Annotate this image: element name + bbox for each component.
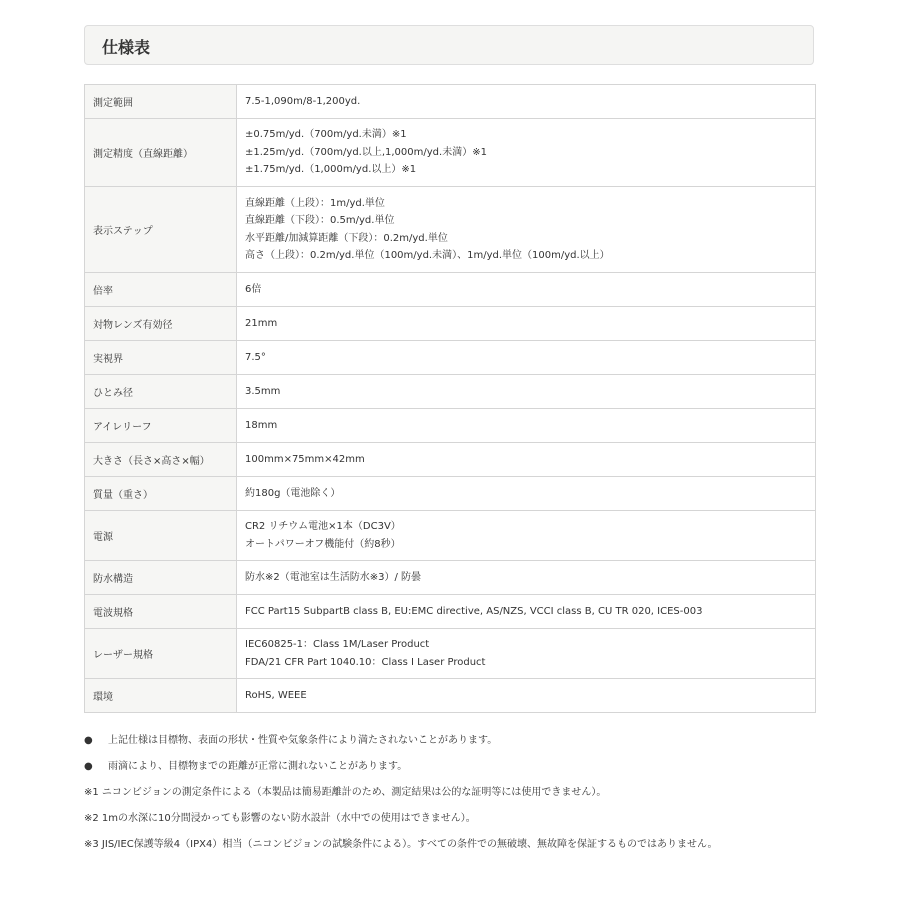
note-item [84, 759, 864, 785]
note-text: ※1 ニコンビジョンの測定条件による（本製品は簡易距離計のため、測定結果は公的な証明等には使用できません）。 [84, 787, 607, 798]
spec-label: 質量（重さ） [85, 477, 237, 511]
spec-label: 倍率 [85, 273, 237, 307]
note-text: 雨滴により、目標物までの距離が正常に測れないことがあります。 [108, 761, 408, 772]
spec-row [85, 119, 816, 187]
spec-value-line: 18mm [245, 419, 278, 431]
spec-value-line: 直線距離（上段）：1m/yd.単位 [245, 197, 385, 209]
spec-value-line: ±1.25m/yd.（700m/yd.以上,1,000m/yd.未満）※1 [245, 146, 487, 158]
note-item [84, 837, 864, 863]
spec-row [85, 561, 816, 595]
spec-value-line: 6倍 [245, 283, 262, 295]
spec-value-line: 防水※2（電池室は生活防水※3）/ 防曇 [245, 571, 422, 583]
spec-value-line: オートパワーオフ機能付（約8秒） [245, 538, 401, 550]
spec-value-line: 3.5mm [245, 385, 281, 397]
spec-label: 実視界 [85, 341, 237, 375]
spec-row [85, 307, 816, 341]
notes-list [84, 733, 864, 863]
spec-table [84, 84, 816, 713]
note-text: ※3 JIS/IEC保護等級4（IPX4）相当（ニコンビジョンの試験条件による）。すべての条件での無破壊、無故障を保証するものではありません。 [84, 839, 718, 850]
spec-label: 測定精度（直線距離） [85, 119, 237, 187]
spec-row [85, 511, 816, 561]
spec-value-line: IEC60825-1：Class 1M/Laser Product [245, 639, 430, 650]
spec-value-line: 21mm [245, 317, 278, 329]
spec-value-line: 直線距離（下段）：0.5m/yd.単位 [245, 215, 395, 226]
spec-value [237, 595, 816, 629]
spec-row [85, 595, 816, 629]
spec-value-line: 水平距離/加減算距離（下段）：0.2m/yd.単位 [245, 232, 448, 244]
spec-value-line: FCC Part15 SubpartB class B, EU:EMC directive, AS/NZS, VCCI class B, CU TR 020, ICES-003 [245, 605, 703, 617]
spec-value-line: RoHS, WEEE [245, 689, 307, 701]
spec-label: レーザー規格 [85, 629, 237, 679]
bullet-icon: ● [84, 735, 93, 746]
spec-row [85, 273, 816, 307]
spec-row [85, 341, 816, 375]
spec-value [237, 375, 816, 409]
spec-row [85, 375, 816, 409]
spec-row [85, 629, 816, 679]
spec-value [237, 307, 816, 341]
spec-value [237, 477, 816, 511]
spec-label: アイレリーフ [85, 409, 237, 443]
spec-value [237, 85, 816, 119]
spec-label: 電源 [85, 511, 237, 561]
spec-value [237, 273, 816, 307]
spec-row [85, 679, 816, 713]
spec-title-box [84, 25, 814, 65]
spec-row [85, 443, 816, 477]
spec-label: 対物レンズ有効径 [85, 307, 237, 341]
spec-value [237, 561, 816, 595]
spec-value-line: FDA/21 CFR Part 1040.10：Class I Laser Product [245, 656, 486, 668]
spec-value-line: 約180g（電池除く） [245, 487, 341, 499]
spec-label: 測定範囲 [85, 85, 237, 119]
spec-row [85, 187, 816, 273]
spec-value-line: 高さ（上段）：0.2m/yd.単位（100m/yd.未満）、1m/yd.単位（100m/yd.以上） [245, 250, 610, 261]
spec-value [237, 119, 816, 187]
note-item [84, 785, 864, 811]
spec-value [237, 629, 816, 679]
spec-value [237, 341, 816, 375]
spec-label: 環境 [85, 679, 237, 713]
spec-row [85, 85, 816, 119]
spec-value-line: 100mm×75mm×42mm [245, 453, 365, 465]
spec-label: 電波規格 [85, 595, 237, 629]
spec-value [237, 443, 816, 477]
note-item [84, 811, 864, 837]
page-title: 仕様表 [102, 38, 151, 57]
spec-value-line: ±1.75m/yd.（1,000m/yd.以上）※1 [245, 164, 417, 176]
note-text: ※2 1mの水深に10分間浸かっても影響のない防水設計（水中での使用はできません）。 [84, 813, 476, 824]
spec-value-line: 7.5-1,090m/8-1,200yd. [245, 95, 361, 107]
spec-value-line: CR2 リチウム電池×1本（DC3V） [245, 521, 401, 532]
note-item [84, 733, 864, 759]
spec-label: ひとみ径 [85, 375, 237, 409]
note-text: 上記仕様は目標物、表面の形状・性質や気象条件により満たされないことがあります。 [108, 735, 498, 746]
bullet-icon: ● [84, 761, 93, 772]
spec-value [237, 187, 816, 273]
spec-value [237, 409, 816, 443]
spec-label: 防水構造 [85, 561, 237, 595]
spec-value [237, 511, 816, 561]
spec-label: 表示ステップ [85, 187, 237, 273]
spec-value-line: ±0.75m/yd.（700m/yd.未満）※1 [245, 129, 407, 141]
spec-row [85, 409, 816, 443]
spec-label: 大きさ（長さ×高さ×幅） [85, 443, 237, 477]
spec-row [85, 477, 816, 511]
spec-value-line: 7.5° [245, 351, 266, 363]
spec-value [237, 679, 816, 713]
